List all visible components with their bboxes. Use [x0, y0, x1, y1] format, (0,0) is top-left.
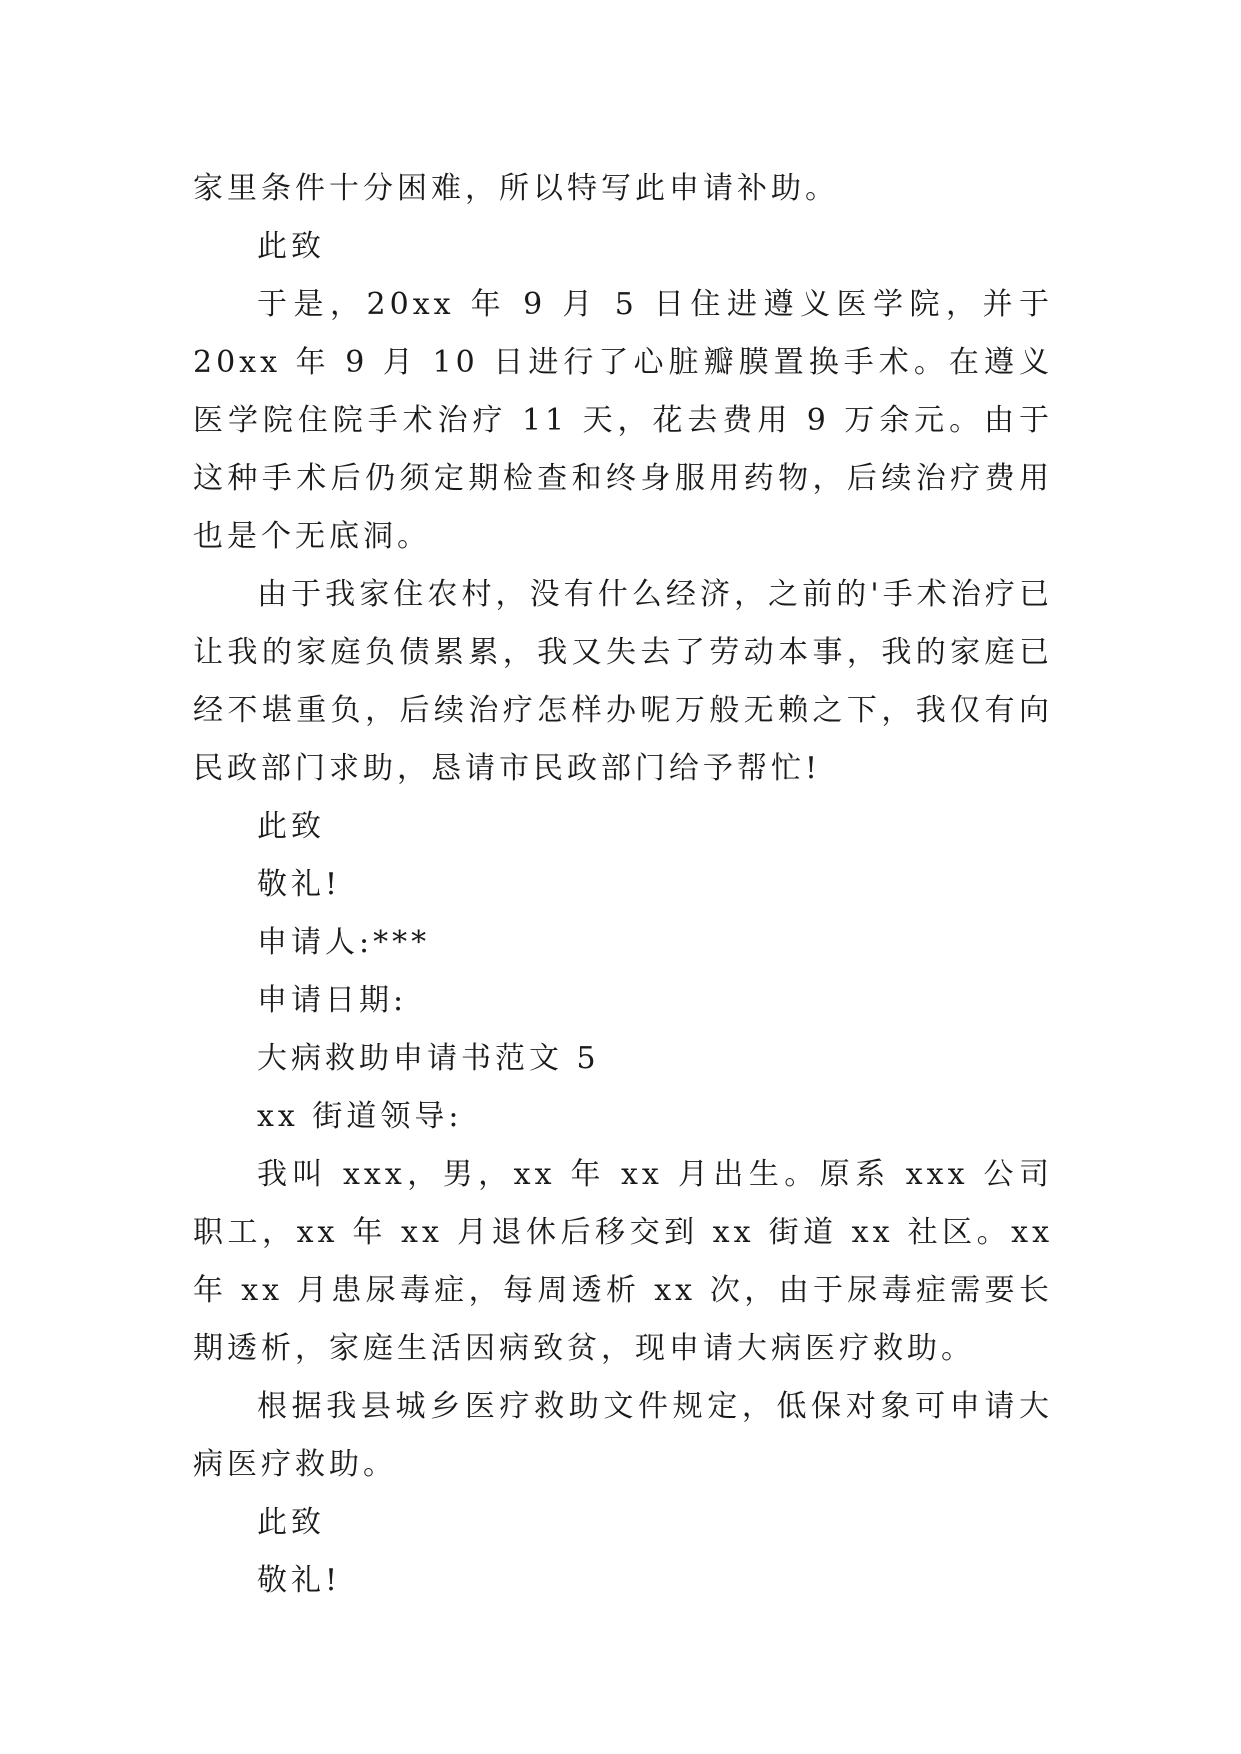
- closing-regards: 敬礼!: [257, 1563, 342, 1598]
- closing-salutation: 此致: [257, 1505, 325, 1540]
- paragraph: 于是，20xx 年 9 月 5 日住进遵义医学院，并于 20xx 年 9 月 10 日进行了心脏瓣膜置换手术。在遵义医学院住院手术治疗 11 天，花去费用 9 万余元。由于这种手术后仍须定期检查和终身服用药物，后续治疗费用也是个无底洞。: [193, 287, 1053, 554]
- recipient-line: xx 街道领导:: [257, 1099, 463, 1134]
- section-heading: 大病救助申请书范文 5: [257, 1041, 600, 1076]
- applicant-line: 申请人:***: [257, 925, 431, 960]
- closing-salutation: 此致: [257, 229, 325, 264]
- application-date-line: 申请日期:: [257, 983, 408, 1018]
- document-body: [193, 160, 1053, 1610]
- paragraph: 根据我县城乡医疗救助文件规定，低保对象可申请大病医疗救助。: [193, 1389, 1053, 1482]
- closing-regards: 敬礼!: [257, 867, 342, 902]
- paragraph: 由于我家住农村，没有什么经济，之前的'手术治疗已让我的家庭负债累累，我又失去了劳动本事，我的家庭已经不堪重负，后续治疗怎样办呢万般无赖之下，我仅有向民政部门求助，恳请市民政部门给予帮忙!: [193, 577, 1053, 786]
- closing-salutation: 此致: [257, 809, 325, 844]
- paragraph: 家里条件十分困难，所以特写此申请补助。: [193, 171, 839, 206]
- paragraph: 我叫 xxx，男，xx 年 xx 月出生。原系 xxx 公司职工，xx 年 xx 月退休后移交到 xx 街道 xx 社区。xx 年 xx 月患尿毒症，每周透析 xx 次，由于尿毒症需要长期透析，家庭生活因病致贫，现申请大病医疗救助。: [193, 1157, 1053, 1366]
